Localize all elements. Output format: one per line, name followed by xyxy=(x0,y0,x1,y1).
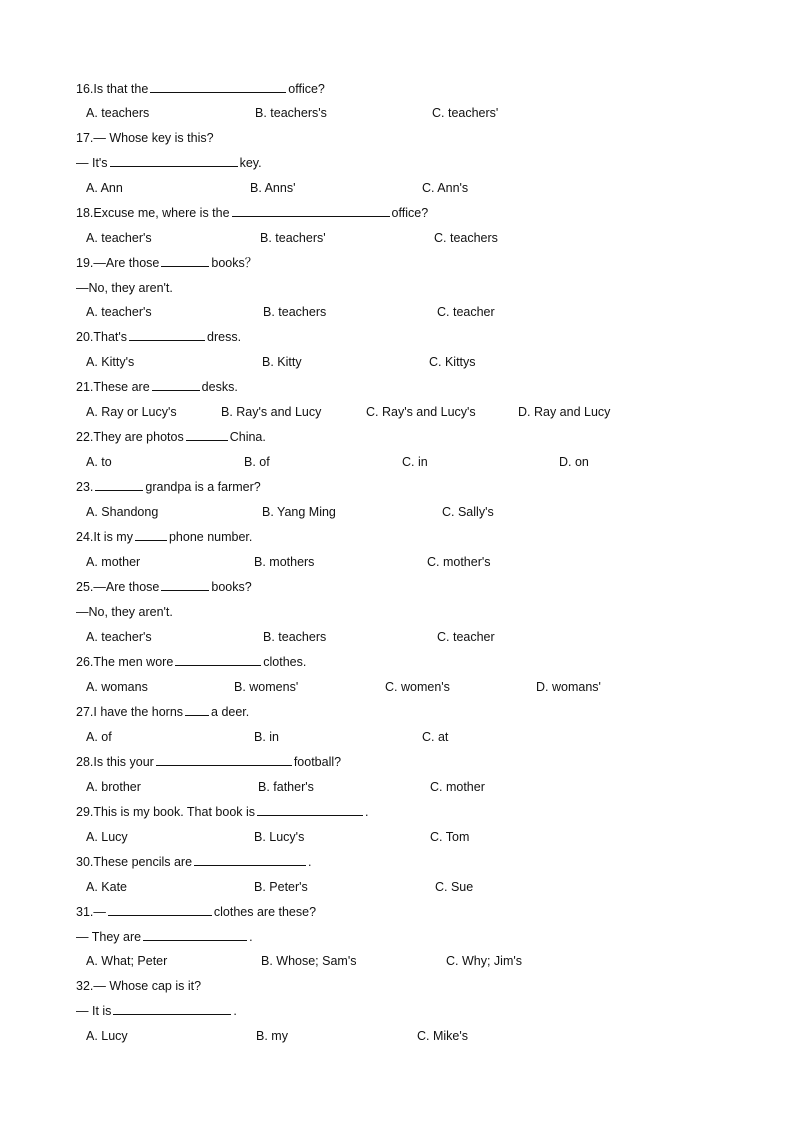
q32-option-a[interactable]: A. Lucy xyxy=(86,1029,128,1043)
q24-option-c[interactable]: C. mother's xyxy=(427,555,491,569)
answer-blank[interactable] xyxy=(113,1002,231,1015)
q26-option-b[interactable]: B. womens' xyxy=(234,680,299,694)
answer-blank[interactable] xyxy=(186,428,228,441)
answer-blank[interactable] xyxy=(232,204,390,217)
q29-option-c[interactable]: C. Tom xyxy=(430,830,470,844)
q29-option-a[interactable]: A. Lucy xyxy=(86,830,128,844)
question-text-after-blank: China. xyxy=(229,430,266,444)
q22-option-a[interactable]: A. to xyxy=(86,455,112,469)
q24-option-a[interactable]: A. mother xyxy=(86,555,141,569)
q20-option-a[interactable]: A. Kitty's xyxy=(86,355,135,369)
question-text-after-blank: key. xyxy=(239,156,262,170)
answer-blank[interactable] xyxy=(143,928,247,941)
answer-blank[interactable] xyxy=(108,903,212,916)
q26-option-d[interactable]: D. womans' xyxy=(536,680,601,694)
question-text-after-blank: office? xyxy=(288,82,325,96)
q25-option-b[interactable]: B. teachers xyxy=(263,630,327,644)
q26-option-a[interactable]: A. womans xyxy=(86,680,148,694)
q28-option-a[interactable]: A. brother xyxy=(86,780,141,794)
question-text-after-blank: . xyxy=(308,855,312,869)
q25-line-2 xyxy=(76,603,173,621)
q19-option-b[interactable]: B. teachers xyxy=(263,305,327,319)
q25-option-a[interactable]: A. teacher's xyxy=(86,630,152,644)
q18-line-1 xyxy=(76,204,428,222)
q32-line-1 xyxy=(76,977,201,995)
q21-option-c[interactable]: C. Ray's and Lucy's xyxy=(366,405,476,419)
answer-blank[interactable] xyxy=(135,528,167,541)
question-text-after-blank: clothes. xyxy=(263,655,307,669)
q31-option-c[interactable]: C. Why; Jim's xyxy=(446,954,522,968)
question-text-after-blank: office? xyxy=(391,206,429,220)
q23-option-b[interactable]: B. Yang Ming xyxy=(262,505,336,519)
question-text: 20.That's xyxy=(76,330,128,344)
q24-line-1 xyxy=(76,528,252,546)
question-text-after-blank: . xyxy=(249,930,253,944)
q16-option-c[interactable]: C. teachers' xyxy=(432,106,499,120)
answer-blank[interactable] xyxy=(110,154,238,167)
q32-option-c[interactable]: C. Mike's xyxy=(417,1029,469,1043)
q29-line-1 xyxy=(76,803,369,821)
q19-option-a[interactable]: A. teacher's xyxy=(86,305,152,319)
question-text: 24.It is my xyxy=(76,530,133,544)
answer-blank[interactable] xyxy=(129,328,205,341)
q32-option-b[interactable]: B. my xyxy=(256,1029,288,1043)
q21-option-b[interactable]: B. Ray's and Lucy xyxy=(221,405,322,419)
q20-line-1 xyxy=(76,328,241,346)
q20-option-c[interactable]: C. Kittys xyxy=(429,355,476,369)
q23-line-1 xyxy=(76,478,261,496)
question-text: 28.Is this your xyxy=(76,755,154,769)
answer-blank[interactable] xyxy=(194,853,306,866)
question-text: 19.—Are those xyxy=(76,256,160,270)
q27-option-c[interactable]: C. at xyxy=(422,730,449,744)
q27-option-a[interactable]: A. of xyxy=(86,730,112,744)
q18-option-b[interactable]: B. teachers' xyxy=(260,231,326,245)
q25-line-1 xyxy=(76,578,252,596)
question-text-after-blank: dress. xyxy=(207,330,242,344)
q30-option-c[interactable]: C. Sue xyxy=(435,880,474,894)
q24-option-b[interactable]: B. mothers xyxy=(254,555,315,569)
question-text: 23. xyxy=(76,480,94,494)
question-text-after-blank: books? xyxy=(211,580,252,594)
q27-line-1 xyxy=(76,703,249,721)
q31-option-b[interactable]: B. Whose; Sam's xyxy=(261,954,357,968)
q22-option-b[interactable]: B. of xyxy=(244,455,270,469)
q26-option-c[interactable]: C. women's xyxy=(385,680,450,694)
q28-option-c[interactable]: C. mother xyxy=(430,780,485,794)
q23-option-c[interactable]: C. Sally's xyxy=(442,505,494,519)
question-text: 18.Excuse me, where is the xyxy=(76,206,230,220)
q23-option-a[interactable]: A. Shandong xyxy=(86,505,159,519)
q21-option-a[interactable]: A. Ray or Lucy's xyxy=(86,405,177,419)
q17-option-a[interactable]: A. Ann xyxy=(86,181,123,195)
question-text: 30.These pencils are xyxy=(76,855,193,869)
answer-blank[interactable] xyxy=(257,803,363,816)
q28-option-b[interactable]: B. father's xyxy=(258,780,314,794)
q22-line-1 xyxy=(76,428,266,446)
q31-option-a[interactable]: A. What; Peter xyxy=(86,954,168,968)
answer-blank[interactable] xyxy=(175,653,261,666)
q30-option-b[interactable]: B. Peter's xyxy=(254,880,308,894)
question-text: —No, they aren't. xyxy=(76,605,173,619)
question-text: 29.This is my book. That book is xyxy=(76,805,256,819)
q19-line-2 xyxy=(76,279,173,297)
question-text: 25.—Are those xyxy=(76,580,160,594)
q26-line-1 xyxy=(76,653,306,671)
q31-line-1 xyxy=(76,903,316,921)
q22-option-d[interactable]: D. on xyxy=(559,455,589,469)
question-text: 26.The men wore xyxy=(76,655,174,669)
q16-line-1 xyxy=(76,80,325,98)
q18-option-a[interactable]: A. teacher's xyxy=(86,231,152,245)
question-text: 17.— Whose key is this? xyxy=(76,131,214,145)
question-text-after-blank: a deer. xyxy=(211,705,250,719)
question-text: —No, they aren't. xyxy=(76,281,173,295)
question-text-after-blank: phone number. xyxy=(168,530,253,544)
answer-blank[interactable] xyxy=(156,753,292,766)
q19-option-c[interactable]: C. teacher xyxy=(437,305,495,319)
question-text-after-blank: . xyxy=(365,805,369,819)
q21-option-d[interactable]: D. Ray and Lucy xyxy=(518,405,611,419)
q29-option-b[interactable]: B. Lucy's xyxy=(254,830,305,844)
question-text: — They are xyxy=(76,930,142,944)
question-text: 22.They are photos xyxy=(76,430,184,444)
question-text: 16.Is that the xyxy=(76,82,149,96)
answer-blank[interactable] xyxy=(95,478,143,491)
q18-option-c[interactable]: C. teachers xyxy=(434,231,498,245)
answer-blank[interactable] xyxy=(150,80,286,93)
answer-blank[interactable] xyxy=(185,703,209,716)
q30-option-a[interactable]: A. Kate xyxy=(86,880,127,894)
question-text-after-blank: books？ xyxy=(211,256,258,270)
answer-blank[interactable] xyxy=(152,378,200,391)
q31-line-2 xyxy=(76,928,253,946)
question-text: 27.I have the horns xyxy=(76,705,184,719)
question-text-after-blank: grandpa is a farmer? xyxy=(145,480,261,494)
q16-option-b[interactable]: B. teachers's xyxy=(255,106,327,120)
question-text-after-blank: football? xyxy=(293,755,342,769)
q17-line-2 xyxy=(76,154,262,172)
question-text-after-blank: . xyxy=(233,1004,237,1018)
q19-line-1 xyxy=(76,254,257,272)
answer-blank[interactable] xyxy=(161,578,209,591)
q17-line-1 xyxy=(76,129,214,147)
q16-option-a[interactable]: A. teachers xyxy=(86,106,150,120)
q27-option-b[interactable]: B. in xyxy=(254,730,280,744)
q17-option-b[interactable]: B. Anns' xyxy=(250,181,296,195)
question-text: 31.— xyxy=(76,905,106,919)
q32-line-2 xyxy=(76,1002,237,1020)
q22-option-c[interactable]: C. in xyxy=(402,455,428,469)
question-text: 32.— Whose cap is it? xyxy=(76,979,202,993)
question-text-after-blank: desks. xyxy=(201,380,238,394)
question-text: 21.These are xyxy=(76,380,150,394)
q25-option-c[interactable]: C. teacher xyxy=(437,630,495,644)
question-text: — It's xyxy=(76,156,108,170)
question-text-after-blank: clothes are these? xyxy=(213,905,317,919)
q17-option-c[interactable]: C. Ann's xyxy=(422,181,469,195)
q20-option-b[interactable]: B. Kitty xyxy=(262,355,302,369)
answer-blank[interactable] xyxy=(161,254,209,267)
q21-line-1 xyxy=(76,378,238,396)
q28-line-1 xyxy=(76,753,341,771)
q30-line-1 xyxy=(76,853,312,871)
question-text: — It is xyxy=(76,1004,112,1018)
